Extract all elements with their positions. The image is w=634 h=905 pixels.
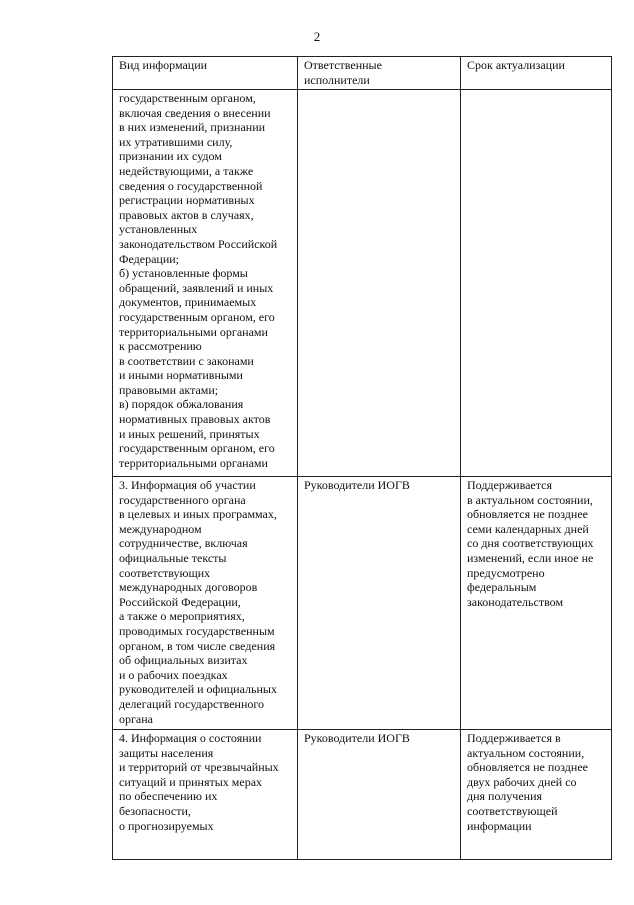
information-table [112,56,612,860]
header-update-term: Срок актуализации [461,57,612,90]
table-row [113,90,612,477]
responsible-cell [298,90,461,477]
info-type-cell: государственным органом, включая сведения о внесении в них изменений, признании их утратившими силу, признании их судом недействующими, а также сведения о государственной регистрации нормативных правовых актов в случаях, установленных законодательством Российской Федерации; б) установленные формы обращений, заявлений и иных документов, принимаемых государственным органом, его территориальными органами к рассмотрению в соответствии с законами и иными нормативными правовыми актами; в) порядок обжалования нормативных правовых актов и иных решений, принятых государственным органом, его территориальными органами [113,90,298,477]
update-term-cell [461,90,612,477]
responsible-cell: Руководители ИОГВ [298,477,461,730]
header-info-type: Вид информации [113,57,298,90]
info-type-cell: 3. Информация об участии государственного органа в целевых и иных программах, международном сотрудничестве, включая официальные тексты соответствующих международных договоров Российской Федерации, а также о мероприятиях, проводимых государственным органом, в том числе сведения об официальных визитах и о рабочих поездках руководителей и официальных делегаций государственного органа [113,477,298,730]
table-row [113,730,612,860]
page-number: 2 [313,29,321,44]
update-term-cell: Поддерживается в актуальном состоянии, обновляется не позднее семи календарных дней со дня соответствующих изменений, если иное не предусмотрено федеральным законодательством [461,477,612,730]
info-type-cell: 4. Информация о состоянии защиты населения и территорий от чрезвычайных ситуаций и принятых мерах по обеспечению их безопасности, о прогнозируемых [113,730,298,860]
table-row [113,477,612,730]
table-header-row [113,57,612,90]
update-term-cell: Поддерживается в актуальном состоянии, обновляется не позднее двух рабочих дней со дня получения соответствующей информации [461,730,612,860]
header-responsible: Ответственные исполнители [298,57,461,90]
responsible-cell: Руководители ИОГВ [298,730,461,860]
